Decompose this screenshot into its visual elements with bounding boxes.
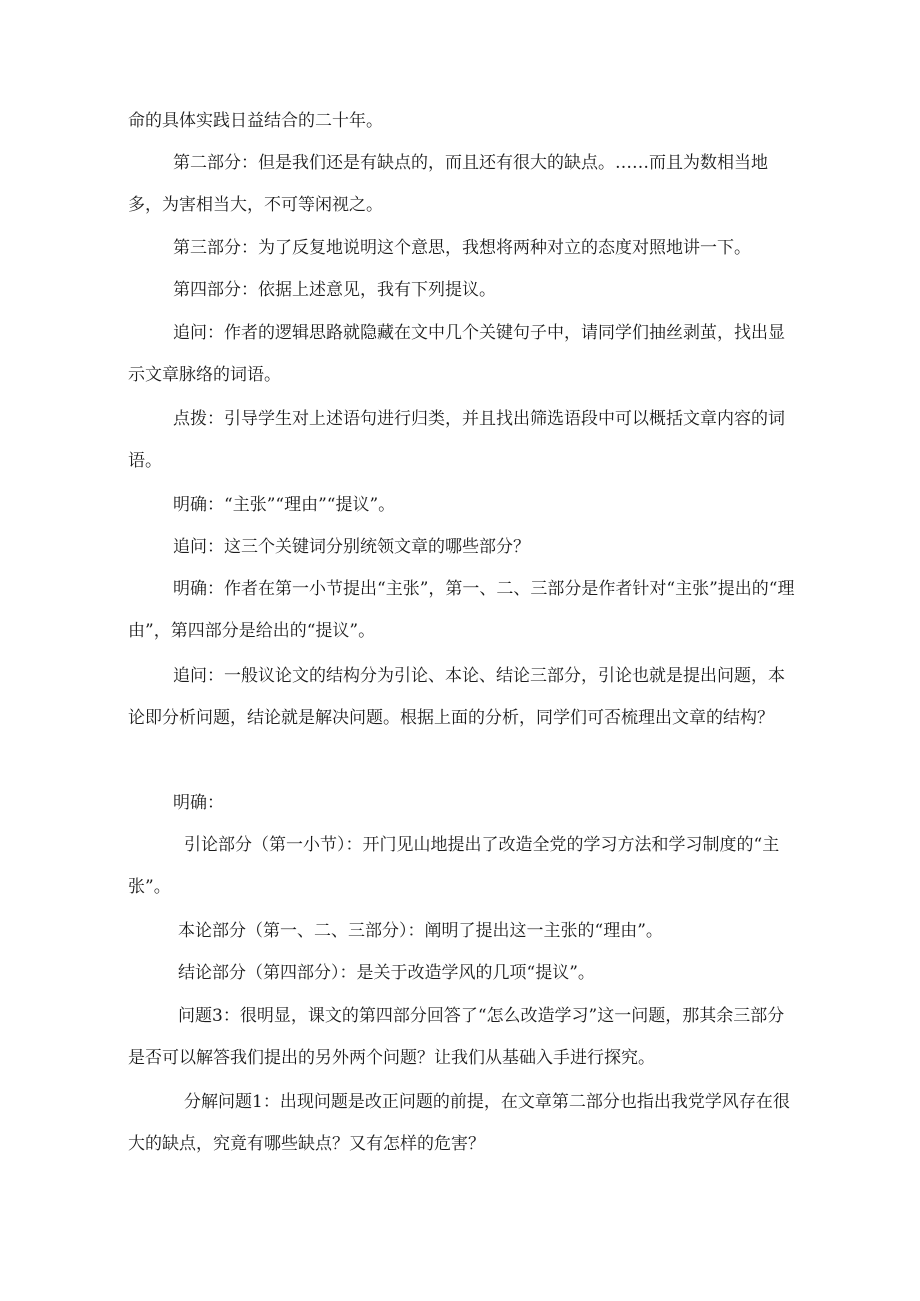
paragraph-10: 追问：一般议论文的结构分为引论、本论、结论三部分，引论也就是提出问题，本论即分析问题，结论就是解决问题。根据上面的分析，同学们可否梳理出文章的结构？ [128,666,785,728]
paragraph-5: 追问：作者的逻辑思路就隐藏在文中几个关键句子中，请同学们抽丝剥茧，找出显示文章脉络的词语。 [128,323,785,385]
paragraph-1: 命的具体实践日益结合的二十年。 [128,111,383,131]
paragraph-12: 引论部分（第一小节）：开门见山地提出了改造全党的学习方法和学习制度的“主张”。 [128,835,780,897]
paragraph-16: 分解问题1：出现问题是改正问题的前提，在文章第二部分也指出我党学风存在很大的缺点，究竟有哪些缺点？又有怎样的危害？ [128,1092,790,1154]
paragraph-3: 第三部分：为了反复地说明这个意思，我想将两种对立的态度对照地讲一下。 [173,238,751,258]
paragraph-15: 问题3：很明显，课文的第四部分回答了“怎么改造学习”这一问题，那其余三部分是否可以解答我们提出的另外两个问题？让我们从基础入手进行探究。 [128,1006,785,1068]
paragraph-6: 点拨：引导学生对上述语句进行归类，并且找出筛选语段中可以概括文章内容的词语。 [128,409,785,471]
paragraph-7: 明确：“主张”“理由”“提议”。 [173,495,396,515]
paragraph-4: 第四部分：依据上述意见，我有下列提议。 [173,280,496,300]
paragraph-8: 追问：这三个关键词分别统领文章的哪些部分？ [173,537,530,557]
paragraph-13: 本论部分（第一、二、三部分）：阐明了提出这一主张的“理由”。 [178,921,663,941]
paragraph-9: 明确：作者在第一小节提出“主张”，第一、二、三部分是作者针对“主张”提出的“理由”，第四部分是给出的“提议”。 [128,579,795,641]
paragraph-11: 明确： [173,793,224,813]
paragraph-2: 第二部分：但是我们还是有缺点的，而且还有很大的缺点。……而且为数相当地多，为害相当大，不可等闲视之。 [128,153,768,215]
paragraph-14: 结论部分（第四部分）：是关于改造学风的几项“提议”。 [178,963,595,983]
